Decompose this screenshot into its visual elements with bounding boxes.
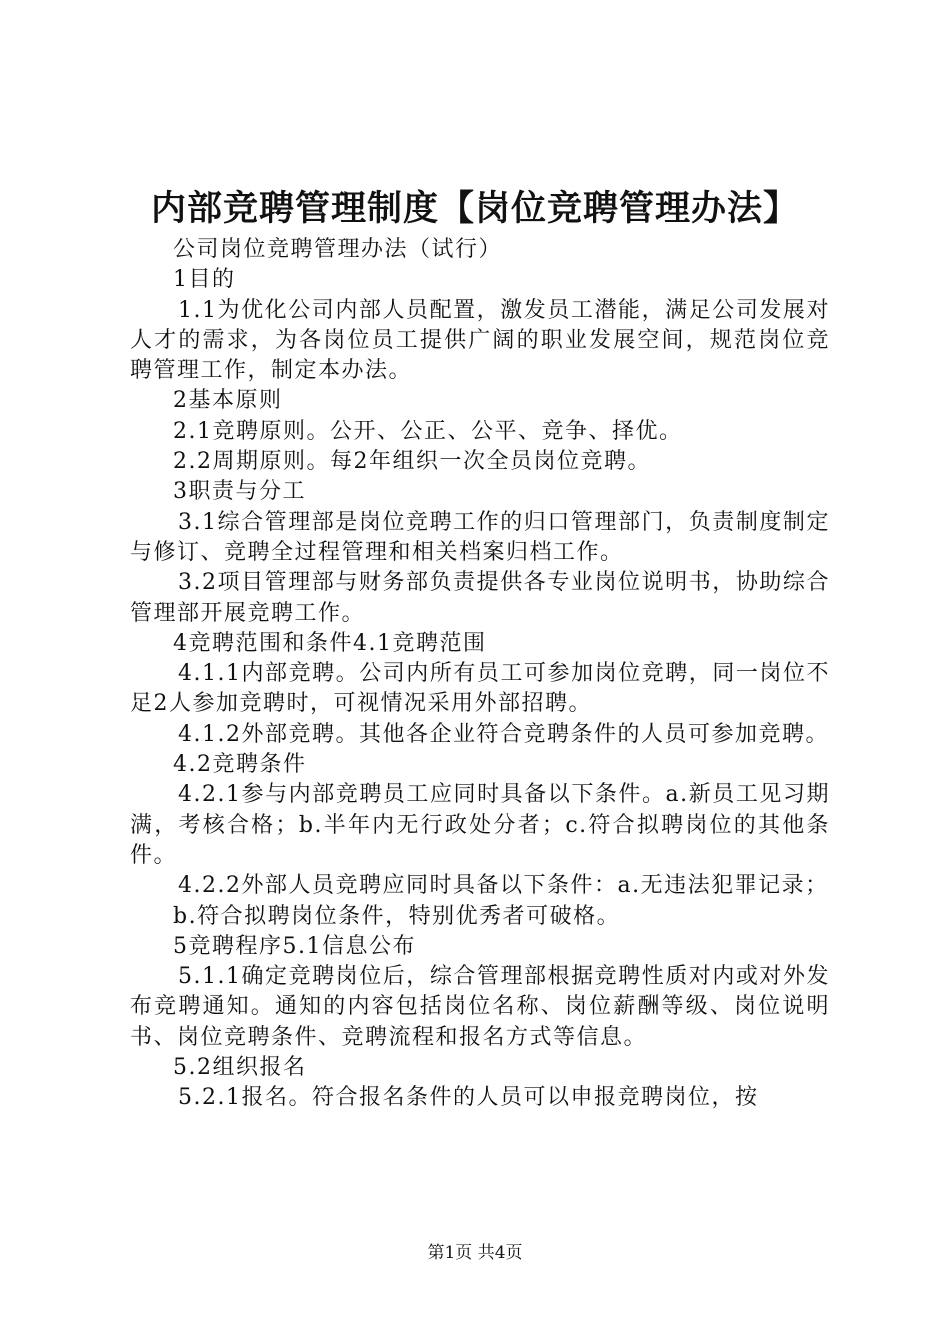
heading-section: 4竞聘范围和条件4.1竞聘范围 [173, 630, 487, 656]
paragraph: 4.2.1参与内部竞聘员工应同时具备以下条件。a.新员工见习期满，考核合格；b.半年内无行政处分者；c.符合拟聘岗位的其他条件。 [130, 782, 830, 868]
heading-section: 3职责与分工 [173, 479, 306, 505]
paragraph: 公司岗位竞聘管理办法（试行） [173, 237, 503, 262]
document-body [130, 235, 830, 1114]
heading-section: 2基本原则 [173, 388, 283, 414]
paragraph: 1.1为优化公司内部人员配置，激发员工潜能，满足公司发展对人才的需求，为各岗位员工提供广阔的职业发展空间，规范岗位竞聘管理工作，制定本办法。 [130, 297, 830, 384]
heading-subsection: 5.2组织报名 [173, 1055, 307, 1081]
paragraph: 2.2周期原则。每2年组织一次全员岗位竞聘。 [173, 449, 651, 475]
paragraph: 4.1.2外部竞聘。其他各企业符合竞聘条件的人员可参加竞聘。 [178, 721, 829, 747]
page-number-footer: 第1页 共4页 [427, 1243, 523, 1263]
paragraph: b.符合拟聘岗位条件，特别优秀者可破格。 [173, 903, 621, 929]
heading-subsection: 4.2竞聘条件 [173, 752, 307, 778]
paragraph: 4.1.1内部竞聘。公司内所有员工可参加岗位竞聘，同一岗位不足2人参加竞聘时，可视情况采用外部招聘。 [130, 661, 830, 717]
heading-section: 5竞聘程序5.1信息公布 [173, 933, 416, 959]
heading-section: 1目的 [173, 267, 236, 293]
paragraph: 3.2项目管理部与财务部负责提供各专业岗位说明书，协助综合管理部开展竞聘工作。 [130, 570, 830, 626]
paragraph: 4.2.2外部人员竞聘应同时具备以下条件：a.无违法犯罪记录； [178, 873, 829, 899]
document-title: 内部竞聘管理制度【岗位竞聘管理办法】 [150, 188, 799, 229]
paragraph: 5.2.1报名。符合报名条件的人员可以申报竞聘岗位，按 [178, 1085, 759, 1111]
paragraph: 2.1竞聘原则。公开、公正、公平、竞争、择优。 [173, 418, 683, 444]
paragraph: 5.1.1确定竞聘岗位后，综合管理部根据竞聘性质对内或对外发布竞聘通知。通知的内容包括岗位名称、岗位薪酬等级、岗位说明书、岗位竞聘条件、竞聘流程和报名方式等信息。 [130, 964, 830, 1050]
paragraph: 3.1综合管理部是岗位竞聘工作的归口管理部门，负责制度制定与修订、竞聘全过程管理和相关档案归档工作。 [130, 509, 830, 565]
